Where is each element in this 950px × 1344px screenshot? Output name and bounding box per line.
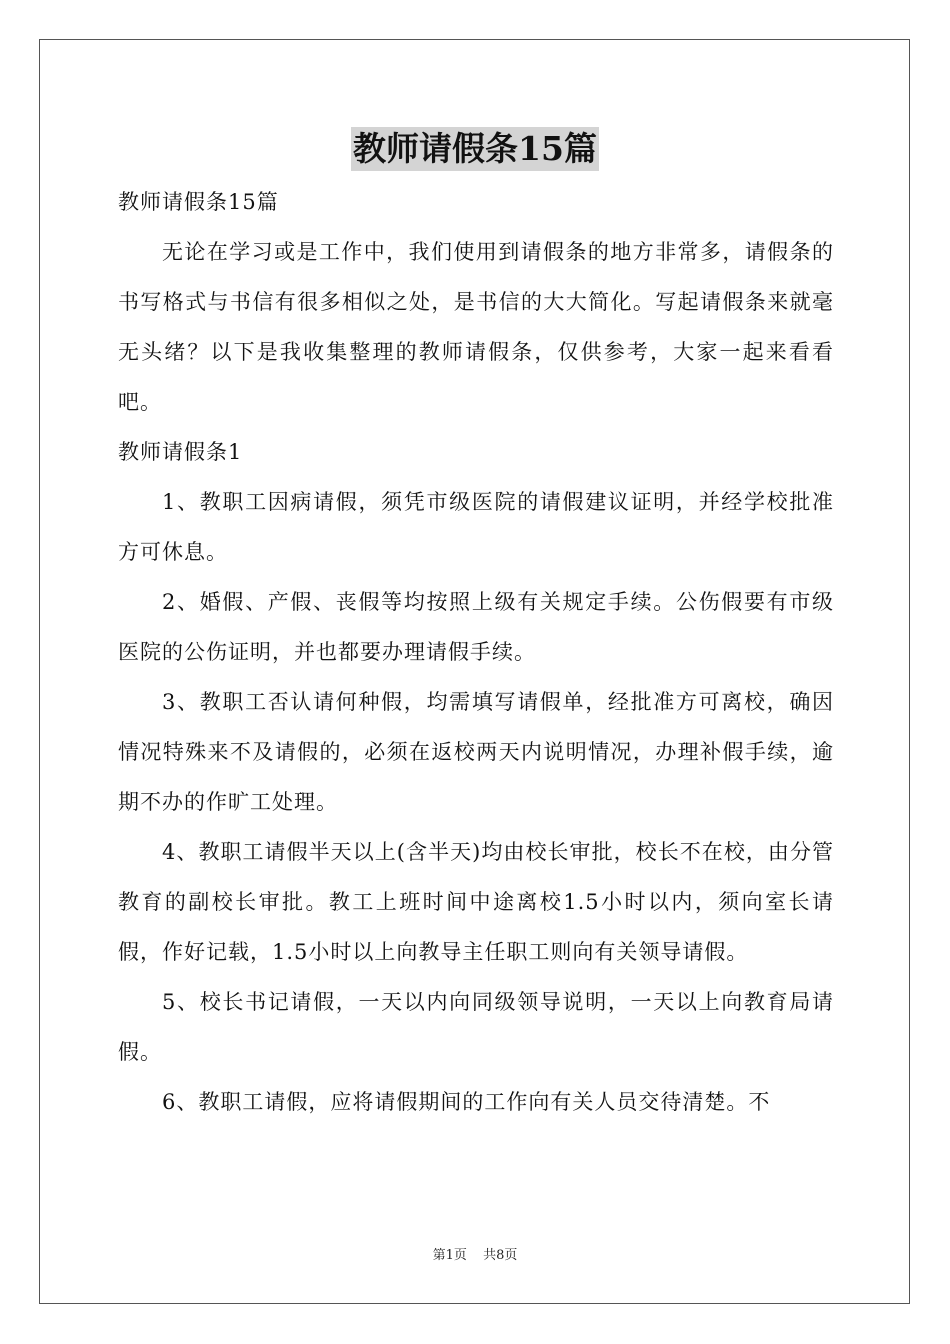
list-item-2: 2、婚假、产假、丧假等均按照上级有关规定手续。公伤假要有市级医院的公伤证明，并也都要办理请假手续。 xyxy=(118,590,834,664)
page-total: 共8页 xyxy=(483,1248,518,1263)
list-item-3: 3、教职工否认请何种假，均需填写请假单，经批准方可离校，确因情况特殊来不及请假的，必须在返校两天内说明情况，办理补假手续，逾期不办的作旷工处理。 xyxy=(118,690,834,814)
page-number: 第1页 xyxy=(432,1248,467,1263)
page-footer xyxy=(0,1247,950,1265)
document-body xyxy=(118,177,834,1127)
list-item-1: 1、教职工因病请假，须凭市级医院的请假建议证明，并经学校批准方可休息。 xyxy=(118,490,834,564)
list-item-6: 6、教职工请假，应将请假期间的工作向有关人员交待清楚。不 xyxy=(162,1090,771,1114)
intro-paragraph: 无论在学习或是工作中，我们使用到请假条的地方非常多，请假条的书写格式与书信有很多相似之处，是书信的大大简化。写起请假条来就毫无头绪？以下是我收集整理的教师请假条，仅供参考，大家一起来看看吧。 xyxy=(118,240,834,414)
subtitle: 教师请假条15篇 xyxy=(118,190,279,214)
section-heading: 教师请假条1 xyxy=(118,440,243,464)
list-item-5: 5、校长书记请假，一天以内向同级领导说明，一天以上向教育局请假。 xyxy=(118,990,834,1064)
document-title: 教师请假条15篇 xyxy=(351,127,599,171)
title-container xyxy=(0,127,950,171)
list-item-4: 4、教职工请假半天以上(含半天)均由校长审批，校长不在校，由分管教育的副校长审批。教工上班时间中途离校1.5小时以内，须向室长请假，作好记载，1.5小时以上向教导主任职工则向有关领导请假。 xyxy=(118,840,834,964)
